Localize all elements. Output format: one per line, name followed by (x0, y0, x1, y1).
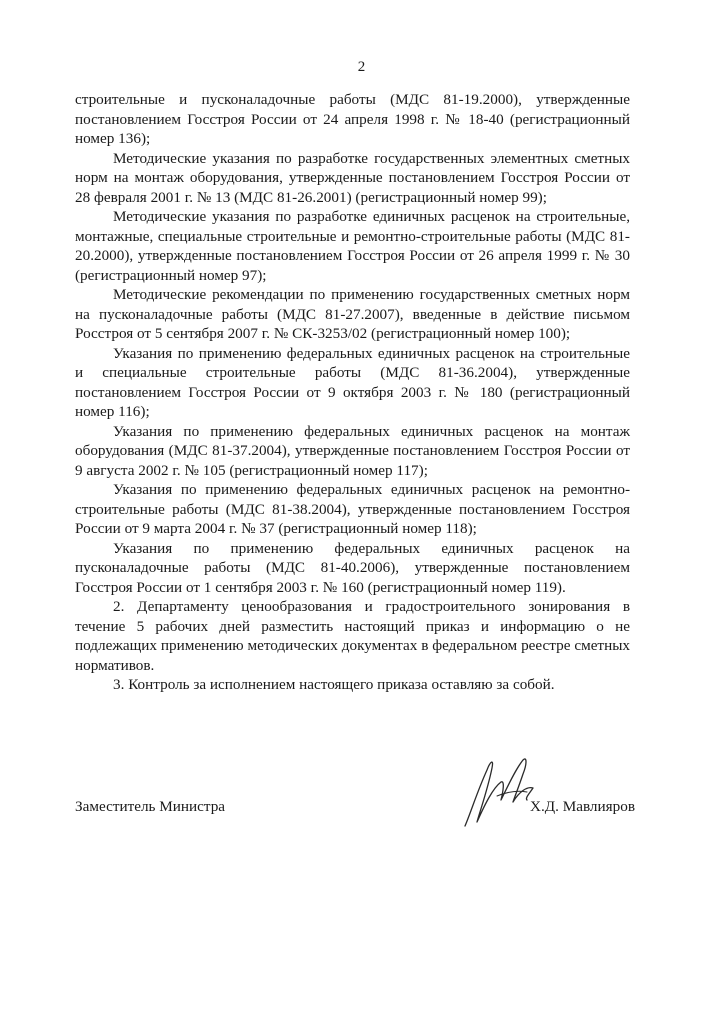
document-body (75, 90, 630, 695)
signatory-position: Заместитель Министра (75, 798, 226, 815)
paragraph: Указания по применению федеральных единичных расценок на строительные и специальные строительные работы (МДС 81-36.2004), утвержденные постановлением Госстроя России от 9 октября 2003 г. № 180 (регистрационный номер 116); (75, 344, 630, 420)
signatory-name: Х.Д. Мавлияров (530, 798, 635, 815)
handwritten-signature (457, 752, 557, 832)
paragraph: Указания по применению федеральных единичных расценок на пусконаладочные работы (МДС 81-40.2006), утвержденные постановлением Госстроя России от 1 сентября 2003 г. № 160 (регистрационный номер 119). (75, 539, 630, 596)
signature-block (75, 760, 635, 830)
paragraph-continuation: строительные и пусконаладочные работы (МДС 81-19.2000), утвержденные постановлением Госстроя России от 24 апреля 1998 г. № 18-40 (регистрационный номер 136); (75, 91, 630, 147)
paragraph: Методические рекомендации по применению государственных сметных норм на пусконаладочные работы (МДС 81-27.2007), введенные в действие письмом Росстроя от 5 сентября 2007 г. № СК-3253/02 (регистрационный номер 100); (75, 286, 630, 342)
paragraph: Методические указания по разработке государственных элементных сметных норм на монтаж оборудования, утвержденные постановлением Госстроя России от 28 февраля 2001 г. № 13 (МДС 81-26.2001) (регистрационный номер 99); (75, 149, 630, 206)
paragraph: 2. Департаменту ценообразования и градостроительного зонирования в течение 5 рабочих дней разместить настоящий приказ и информацию о не подлежащих применению методических документах в федеральном реестре сметных нормативов. (75, 598, 630, 674)
paragraph: Указания по применению федеральных единичных расценок на монтаж оборудования (МДС 81-37.2004), утвержденные постановлением Госстроя России от 9 августа 2002 г. № 105 (регистрационный номер 117); (75, 422, 630, 479)
paragraph: 3. Контроль за исполнением настоящего приказа оставляю за собой. (113, 676, 555, 693)
paragraph: Указания по применению федеральных единичных расценок на ремонтно-строительные работы (МДС 81-38.2004), утвержденные постановлением Госстроя России от 9 марта 2004 г. № 37 (регистрационный номер 118); (75, 481, 630, 537)
paragraph: Методические указания по разработке единичных расценок на строительные, монтажные, специальные строительные и ремонтно-строительные работы (МДС 81-20.2000), утвержденные постановлением Госстроя России от 26 апреля 1999 г. № 30 (регистрационный номер 97); (75, 208, 630, 284)
page-number: 2 (357, 59, 366, 75)
